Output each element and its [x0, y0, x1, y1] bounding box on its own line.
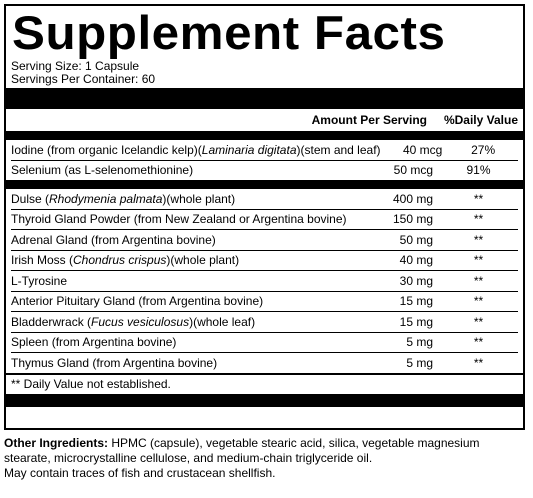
nutrient-daily-value: ** [473, 314, 484, 329]
nutrient-amount: 15 mg [399, 294, 433, 309]
nutrient-amount: 150 mg [392, 212, 433, 227]
nutrient-amount: 30 mg [399, 273, 433, 288]
header-divider [6, 131, 523, 140]
footnote: ** Daily Value not established. [11, 376, 171, 391]
nutrient-amount: 50 mcg [393, 163, 433, 178]
supplement-facts-panel [4, 4, 525, 430]
nutrient-daily-value: ** [473, 191, 484, 206]
nutrient-row [11, 229, 518, 250]
nutrient-daily-value: ** [473, 253, 484, 268]
nutrient-daily-value: 91% [466, 163, 491, 178]
nutrient-daily-value: 27% [471, 142, 496, 157]
other-ingredients-text: HPMC (capsule), vegetable stearic acid, silica, vegetable magnesium stearate, microcrystalline cellulose, and medium-chain triglyceride oil. [4, 436, 480, 465]
vitamin-mineral-rows [11, 140, 518, 180]
nutrient-row [11, 332, 518, 353]
nutrient-daily-value: ** [473, 294, 484, 309]
nutrient-amount: 50 mg [399, 232, 433, 247]
nutrient-row [11, 311, 518, 332]
other-ingredients-label: Other Ingredients: [4, 436, 109, 450]
nutrient-daily-value: ** [473, 212, 484, 227]
nutrient-name: Bladderwrack (Fucus vesiculosus)(whole leaf) [11, 314, 256, 329]
nutrient-row [11, 291, 518, 312]
nutrient-name: Spleen (from Argentina bovine) [11, 335, 177, 350]
group-divider [6, 180, 523, 189]
amount-header: Amount Per Serving [311, 113, 427, 127]
other-ingredients [4, 436, 525, 481]
nutrient-row [11, 160, 518, 181]
bottom-bar [6, 394, 523, 407]
nutrient-name: Iodine (from organic Icelandic kelp)(Laminaria digitata)(stem and leaf) [11, 142, 381, 157]
nutrient-amount: 400 mg [392, 191, 433, 206]
nutrient-amount: 5 mg [406, 335, 433, 350]
thick-divider [6, 88, 523, 109]
nutrient-daily-value: ** [473, 335, 484, 350]
nutrient-row [11, 189, 518, 209]
nutrient-amount: 40 mcg [402, 142, 443, 157]
nutrient-row [11, 250, 518, 271]
nutrient-daily-value: ** [473, 232, 484, 247]
nutrient-name: Adrenal Gland (from Argentina bovine) [11, 232, 216, 247]
nutrient-row [11, 209, 518, 230]
nutrient-amount: 15 mg [399, 314, 433, 329]
nutrient-name: Selenium (as L-selenomethionine) [11, 163, 194, 178]
nutrient-name: Thymus Gland (from Argentina bovine) [11, 355, 218, 370]
allergen-note: May contain traces of fish and crustacean shellfish. [4, 466, 276, 480]
nutrient-name: Thyroid Gland Powder (from New Zealand or Argentina bovine) [11, 212, 347, 227]
serving-size: Serving Size: 1 Capsule [11, 59, 140, 73]
nutrient-amount: 5 mg [406, 355, 433, 370]
nutrient-daily-value: ** [473, 355, 484, 370]
nutrient-name: L-Tyrosine [11, 273, 68, 288]
column-header [11, 109, 518, 131]
servings-per-container: Servings Per Container: 60 [11, 72, 156, 86]
nutrient-daily-value: ** [473, 273, 484, 288]
daily-value-header: %Daily Value [443, 113, 518, 127]
nutrient-row [11, 352, 518, 373]
nutrient-name: Dulse (Rhodymenia palmata)(whole plant) [11, 191, 236, 206]
nutrient-row [11, 140, 518, 160]
nutrient-name: Irish Moss (Chondrus crispus)(whole plant) [11, 253, 240, 268]
nutrient-row [11, 270, 518, 291]
panel-title: Supplement Facts [12, 6, 446, 59]
other-ingredient-rows [11, 189, 518, 373]
nutrient-amount: 40 mg [399, 253, 433, 268]
nutrient-name: Anterior Pituitary Gland (from Argentina bovine) [11, 294, 264, 309]
